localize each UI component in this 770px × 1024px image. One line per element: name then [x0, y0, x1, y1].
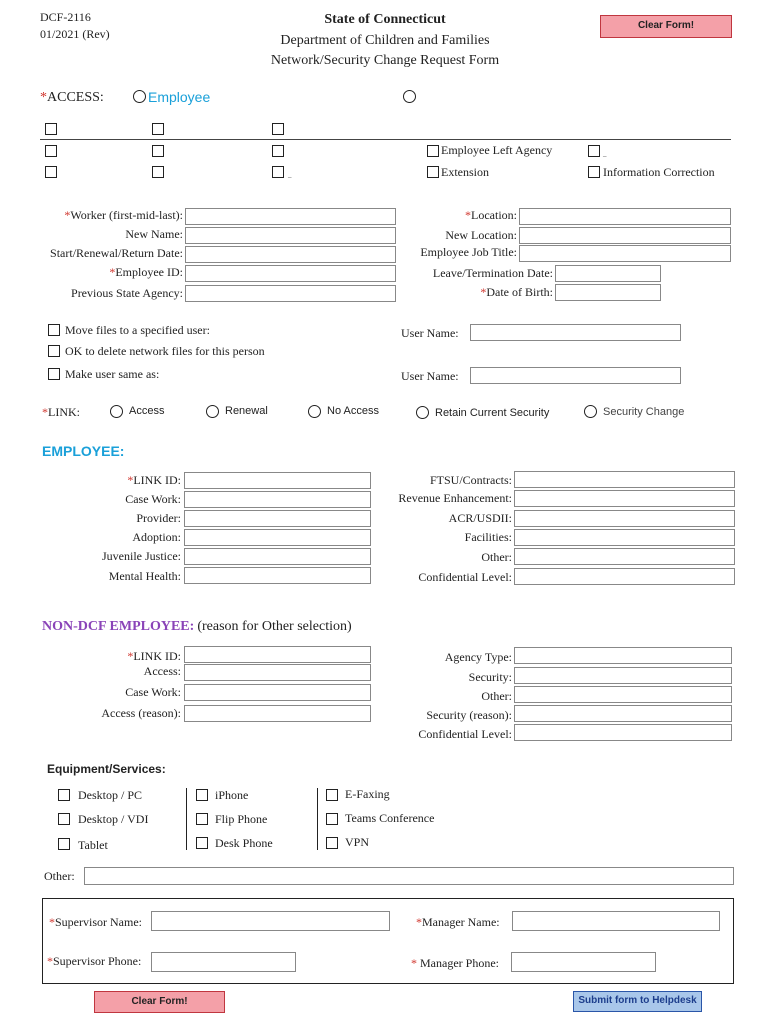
nd-agency-type-label: Agency Type: — [444, 650, 512, 664]
emp-other-input[interactable] — [514, 548, 735, 565]
link-radio-retain[interactable] — [416, 406, 429, 419]
employee-left-agency-checkbox[interactable] — [427, 145, 439, 157]
access-label-text: ACCESS: — [47, 90, 104, 105]
access-checkbox[interactable] — [152, 166, 164, 178]
emp-mental-health-label: Mental Health: — [108, 569, 181, 583]
emp-acr-input[interactable] — [514, 510, 735, 527]
termination-date-label: Leave/Termination Date: — [432, 266, 553, 280]
move-files-user-input[interactable] — [470, 324, 681, 341]
emp-link-id-input[interactable] — [184, 472, 371, 489]
link-radio-access[interactable] — [110, 405, 123, 418]
emp-other-label: Other: — [481, 550, 512, 564]
employee-section-title: EMPLOYEE: — [42, 443, 125, 459]
nd-case-work-label: Case Work: — [125, 685, 181, 699]
new-name-input[interactable] — [185, 227, 396, 244]
link-label: *LINK: — [42, 405, 80, 419]
tablet-label: Tablet — [78, 838, 108, 852]
information-correction-checkbox[interactable] — [588, 166, 600, 178]
supervisor-phone-label: *Supervisor Phone: — [47, 954, 142, 968]
other-label: Other: — [44, 869, 75, 883]
employee-left-agency-label: Employee Left Agency — [441, 143, 553, 157]
move-files-label: Move files to a specified user: — [65, 323, 210, 337]
emp-case-work-input[interactable] — [184, 491, 371, 508]
move-files-checkbox[interactable] — [48, 324, 60, 336]
access-divider — [40, 139, 731, 140]
equip-divider-2 — [317, 788, 318, 850]
supervisor-phone-input[interactable] — [151, 952, 296, 972]
equip-divider-1 — [186, 788, 187, 850]
emp-juvenile-label: Juvenile Justice: — [102, 549, 181, 563]
start-date-label: Start/Renewal/Return Date: — [50, 246, 183, 260]
access-checkbox[interactable] — [45, 166, 57, 178]
emp-provider-input[interactable] — [184, 510, 371, 527]
nd-access-label: Access: — [143, 664, 181, 678]
nd-link-id-label: *LINK ID: — [127, 649, 181, 663]
vpn-label: VPN — [345, 835, 370, 849]
form-number: DCF-2116 — [40, 10, 91, 24]
supervisor-name-label: *Supervisor Name: — [49, 915, 142, 929]
emp-acr-label: ACR/USDII: — [448, 511, 512, 525]
required-mark: * — [40, 90, 47, 105]
non-dcf-title: NON-DCF EMPLOYEE: — [42, 619, 195, 634]
nd-other-label: Other: — [481, 689, 512, 703]
job-title-label: Employee Job Title: — [420, 245, 517, 259]
previous-agency-label: Previous State Agency: — [71, 286, 183, 300]
flip-phone-checkbox[interactable] — [196, 813, 208, 825]
nd-security-reason-input[interactable] — [514, 705, 732, 722]
desktop-pc-label: Desktop / PC — [78, 788, 143, 802]
access-checkbox[interactable] — [152, 123, 164, 135]
access-label — [40, 90, 104, 106]
access-employee-label: Employee — [148, 89, 211, 105]
link-renewal-label: Renewal — [225, 405, 268, 417]
iphone-label: iPhone — [215, 788, 249, 802]
e-faxing-checkbox[interactable] — [326, 789, 338, 801]
dash-mark: _ — [288, 171, 292, 179]
access-checkbox[interactable] — [272, 123, 284, 135]
equipment-title: Equipment/Services: — [47, 762, 166, 776]
clear-form-button-bottom[interactable]: Clear Form! — [94, 991, 225, 1013]
date-of-birth-label: *Date of Birth: — [480, 285, 553, 299]
link-radio-security-change[interactable] — [584, 405, 597, 418]
emp-adoption-input[interactable] — [184, 529, 371, 546]
state-title: State of Connecticut — [324, 12, 446, 27]
emp-adoption-label: Adoption: — [132, 530, 181, 544]
non-dcf-subtitle: (reason for Other selection) — [197, 619, 352, 634]
user-name-label-1: User Name: — [401, 326, 459, 340]
emp-revenue-label: Revenue Enhancement: — [398, 491, 512, 505]
desktop-vdi-label: Desktop / VDI — [78, 812, 149, 826]
extension-checkbox[interactable] — [427, 166, 439, 178]
employee-id-input[interactable] — [185, 265, 396, 282]
emp-facilities-input[interactable] — [514, 529, 735, 546]
emp-ftsu-label: FTSU/Contracts: — [429, 473, 512, 487]
nd-agency-type-input[interactable] — [514, 647, 732, 664]
non-dcf-heading — [42, 619, 352, 635]
date-of-birth-input[interactable] — [555, 284, 661, 301]
nd-link-id-input[interactable] — [184, 646, 371, 663]
access-radio-employee[interactable] — [133, 90, 146, 103]
access-checkbox[interactable] — [272, 166, 284, 178]
new-location-label: New Location: — [445, 228, 517, 242]
nd-security-reason-label: Security (reason): — [426, 708, 512, 722]
manager-name-input[interactable] — [512, 911, 720, 931]
make-same-label: Make user same as: — [65, 367, 160, 381]
desk-phone-checkbox[interactable] — [196, 837, 208, 849]
new-location-input[interactable] — [519, 227, 731, 244]
link-access-label: Access — [129, 405, 165, 417]
desk-phone-label: Desk Phone — [215, 836, 273, 850]
emp-mental-health-input[interactable] — [184, 567, 371, 584]
nd-access-input[interactable] — [184, 664, 371, 681]
link-retain-label: Retain Current Security — [435, 407, 550, 419]
desktop-pc-checkbox[interactable] — [58, 789, 70, 801]
form-revision: 01/2021 (Rev) — [40, 27, 110, 41]
iphone-checkbox[interactable] — [196, 789, 208, 801]
link-security-change-label: Security Change — [603, 406, 685, 418]
e-faxing-label: E-Faxing — [345, 787, 390, 801]
worker-name-input[interactable] — [185, 208, 396, 225]
nd-security-label: Security: — [468, 670, 512, 684]
access-checkbox[interactable] — [45, 145, 57, 157]
department-title: Department of Children and Families — [280, 33, 490, 48]
access-radio-other[interactable] — [403, 90, 416, 103]
flip-phone-label: Flip Phone — [215, 812, 268, 826]
information-correction-label: Information Correction — [603, 165, 715, 179]
form-title: Network/Security Change Request Form — [270, 53, 500, 68]
access-checkbox[interactable] — [152, 145, 164, 157]
worker-name-label: *Worker (first-mid-last): — [64, 208, 183, 222]
make-same-user-input[interactable] — [470, 367, 681, 384]
new-name-label: New Name: — [125, 227, 183, 241]
nd-other-input[interactable] — [514, 686, 732, 703]
ok-delete-label: OK to delete network files for this person — [65, 344, 265, 358]
ok-delete-checkbox[interactable] — [48, 345, 60, 357]
manager-name-label: *Manager Name: — [416, 915, 500, 929]
user-name-label-2: User Name: — [401, 369, 459, 383]
manager-phone-label: * Manager Phone: — [411, 956, 499, 970]
emp-confidential-label: Confidential Level: — [418, 570, 512, 584]
manager-phone-input[interactable] — [511, 952, 656, 972]
employee-id-label: *Employee ID: — [109, 265, 183, 279]
emp-provider-label: Provider: — [136, 511, 181, 525]
desktop-vdi-checkbox[interactable] — [58, 813, 70, 825]
emp-ftsu-input[interactable] — [514, 471, 735, 488]
access-checkbox[interactable] — [45, 123, 57, 135]
tablet-checkbox[interactable] — [58, 838, 70, 850]
other-input[interactable] — [84, 867, 734, 885]
make-same-checkbox[interactable] — [48, 368, 60, 380]
nd-case-work-input[interactable] — [184, 684, 371, 701]
access-checkbox[interactable] — [272, 145, 284, 157]
emp-juvenile-input[interactable] — [184, 548, 371, 565]
link-radio-renewal[interactable] — [206, 405, 219, 418]
nd-confidential-input[interactable] — [514, 724, 732, 741]
clear-form-button-top[interactable]: Clear Form! — [600, 15, 732, 38]
vpn-checkbox[interactable] — [326, 837, 338, 849]
submit-helpdesk-button[interactable]: Submit form to Helpdesk — [573, 991, 702, 1012]
teams-conference-checkbox[interactable] — [326, 813, 338, 825]
job-title-input[interactable] — [519, 245, 731, 262]
nd-access-reason-input[interactable] — [184, 705, 371, 722]
location-label: *Location: — [465, 208, 517, 222]
nd-access-reason-label: Access (reason): — [101, 706, 181, 720]
link-radio-no-access[interactable] — [308, 405, 321, 418]
supervisor-name-input[interactable] — [151, 911, 390, 931]
teams-conference-label: Teams Conference — [345, 811, 435, 825]
nd-confidential-label: Confidential Level: — [418, 727, 512, 741]
nd-security-input[interactable] — [514, 667, 732, 684]
emp-facilities-label: Facilities: — [464, 530, 512, 544]
link-no-access-label: No Access — [327, 405, 379, 417]
start-date-input[interactable] — [185, 246, 396, 263]
location-input[interactable] — [519, 208, 731, 225]
emp-confidential-input[interactable] — [514, 568, 735, 585]
previous-agency-input[interactable] — [185, 285, 396, 302]
emp-case-work-label: Case Work: — [125, 492, 181, 506]
emp-link-id-label: *LINK ID: — [127, 473, 181, 487]
emp-revenue-input[interactable] — [514, 490, 735, 507]
extension-label: Extension — [441, 165, 489, 179]
termination-date-input[interactable] — [555, 265, 661, 282]
access-checkbox[interactable] — [588, 145, 600, 157]
dash-mark: _ — [603, 150, 607, 158]
